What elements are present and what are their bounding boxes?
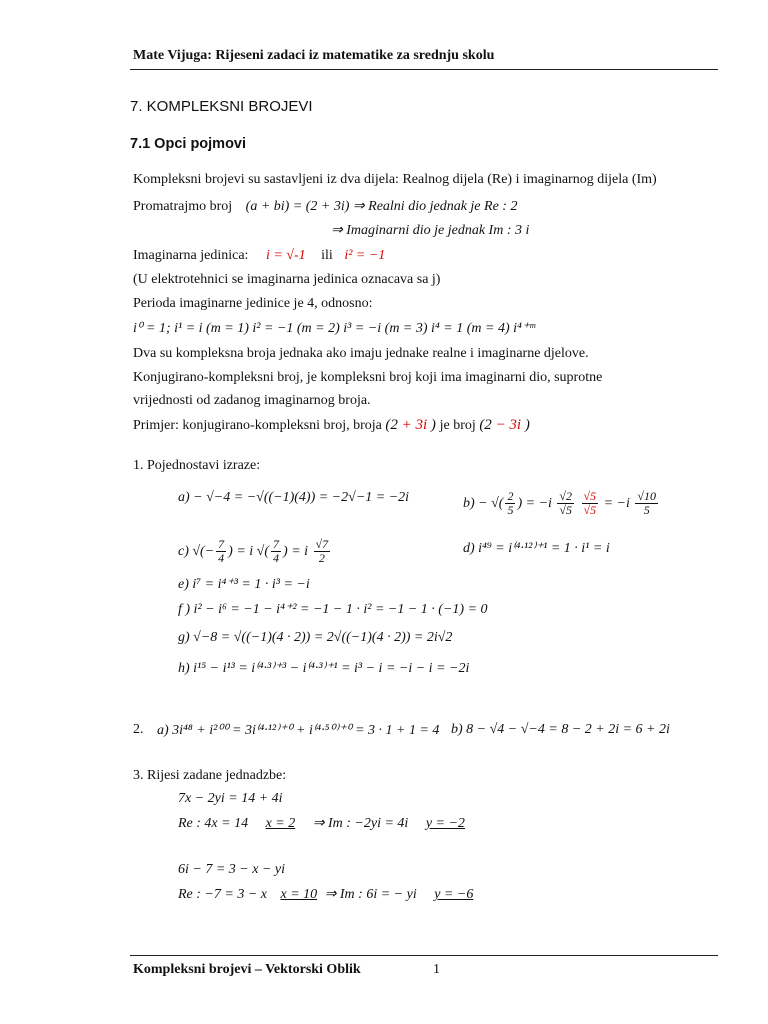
task-1a: a) − √−4 = −√((−1)(4)) = −2√−1 = −2i xyxy=(178,490,410,505)
eq1-y: y = −2 xyxy=(425,816,465,831)
task-2a: a) 3i⁴⁸ + i²⁰⁰ = 3i⁽⁴·¹²⁾⁺⁰ + i⁽⁴·⁵⁰⁾⁺⁰ = 3 · 1 + 1 = 4 xyxy=(157,723,440,738)
intro-line-4 xyxy=(133,248,385,264)
page-header: Mate Vijuga: Rijeseni zadaci iz matematike za srednju skolu xyxy=(133,48,495,63)
eq1-x: x = 2 xyxy=(265,816,296,831)
task-1b: b) − √( $\frac{2}{5}$ ) = −i $\frac{√2}{√5}$ $\frac{√5}{√5}$ = −i $\frac{√10}{5}$ xyxy=(463,489,656,518)
intro-line-3: ⇒ Imaginarni dio je jednak Im : 3 i xyxy=(331,223,530,238)
example-text-2: je broj xyxy=(439,418,476,433)
intro-line-6: Perioda imaginarne jedinice je 4, odnosno: xyxy=(133,296,373,311)
imag-unit-or: ili xyxy=(321,248,333,263)
intro-line-1: Kompleksni brojevi su sastavljeni iz dva dijela: Realnog dijela (Re) i imaginarnog dijela (Im) xyxy=(133,172,657,187)
eq2-x: x = 10 xyxy=(280,887,318,902)
task-1d: d) i⁴⁹ = i⁽⁴·¹²⁾⁺¹ = 1 · i¹ = i xyxy=(463,541,610,556)
intro-line-7: i⁰ = 1; i¹ = i (m = 1) i² = −1 (m = 2) i³ = −i (m = 3) i⁴ = 1 (m = 4) i⁴⁺ᵐ xyxy=(133,321,536,336)
section-heading: 7. KOMPLEKSNI BROJEVI xyxy=(130,98,313,115)
eq2-re: Re : −7 = 3 − x xyxy=(178,887,267,902)
intro-line-9: Konjugirano-kompleksni broj, je kompleksni broj koji ima imaginarni dio, suprotne xyxy=(133,370,603,385)
intro-line-10: vrijednosti od zadanog imaginarnog broja. xyxy=(133,393,371,408)
intro-line-2-formula: (a + bi) = (2 + 3i) ⇒ Realni dio jednak je Re : 2 xyxy=(245,199,518,214)
task-1c: c) √(− $\frac{7}{4}$ ) = i √( $\frac{7}{4}$ ) = i $\frac{√7}{2}$ xyxy=(178,537,329,566)
task-3-eq1-solution xyxy=(178,815,465,832)
imag-unit-label: Imaginarna jedinica: xyxy=(133,248,249,263)
eq2-im: ⇒ Im : 6i = − yi xyxy=(324,887,417,902)
task-2b: b) 8 − √4 − √−4 = 8 − 2 + 2i = 6 + 2i xyxy=(451,722,670,737)
task-1g: g) √−8 = √((−1)(4 · 2)) = 2√((−1)(4 · 2)) = 2i√2 xyxy=(178,630,453,645)
task-1-label: 1. Pojednostavi izraze: xyxy=(133,458,261,473)
task-3-eq2: 6i − 7 = 3 − x − yi xyxy=(178,862,285,877)
intro-line-11: Primjer: konjugirano-kompleksni broj, broja (2 + 3i ) je broj (2 − 3i ) xyxy=(133,417,530,433)
task-1e: e) i⁷ = i⁴⁺³ = 1 · i³ = −i xyxy=(178,577,310,592)
section-subheading: 7.1 Opci pojmovi xyxy=(130,136,247,152)
task-3-eq1: 7x − 2yi = 14 + 4i xyxy=(178,791,283,806)
eq1-im: ⇒ Im : −2yi = 4i xyxy=(312,816,409,831)
example-text: Primjer: konjugirano-kompleksni broj, broja xyxy=(133,418,382,433)
task-1f: f ) i² − i⁶ = −1 − i⁴⁺² = −1 − 1 · i² = −1 − 1 · (−1) = 0 xyxy=(178,602,488,617)
imag-unit-square: i² = −1 xyxy=(344,248,386,263)
task-2-label: 2. xyxy=(133,722,144,737)
eq2-y: y = −6 xyxy=(434,887,474,902)
task-3-eq2-solution xyxy=(178,886,473,903)
page-footer: Kompleksni brojevi – Vektorski Oblik xyxy=(133,962,361,977)
intro-line-5: (U elektrotehnici se imaginarna jedinica oznacava sa j) xyxy=(133,272,441,287)
intro-line-2 xyxy=(133,198,517,215)
footer-rule xyxy=(130,955,718,956)
task-3-label: 3. Rijesi zadane jednadzbe: xyxy=(133,768,287,783)
intro-line-8: Dva su kompleksna broja jednaka ako imaju jednake realne i imaginarne djelove. xyxy=(133,346,589,361)
page-number: 1 xyxy=(433,962,440,977)
intro-line-2-text: Promatrajmo broj xyxy=(133,199,233,214)
header-rule xyxy=(130,69,718,70)
task-1h: h) i¹⁵ − i¹³ = i⁽⁴·³⁾⁺³ − i⁽⁴·³⁾⁺¹ = i³ − i = −i − i = −2i xyxy=(178,661,470,676)
imag-unit-def: i = √-1 xyxy=(265,248,306,263)
eq1-re: Re : 4x = 14 xyxy=(178,816,249,831)
